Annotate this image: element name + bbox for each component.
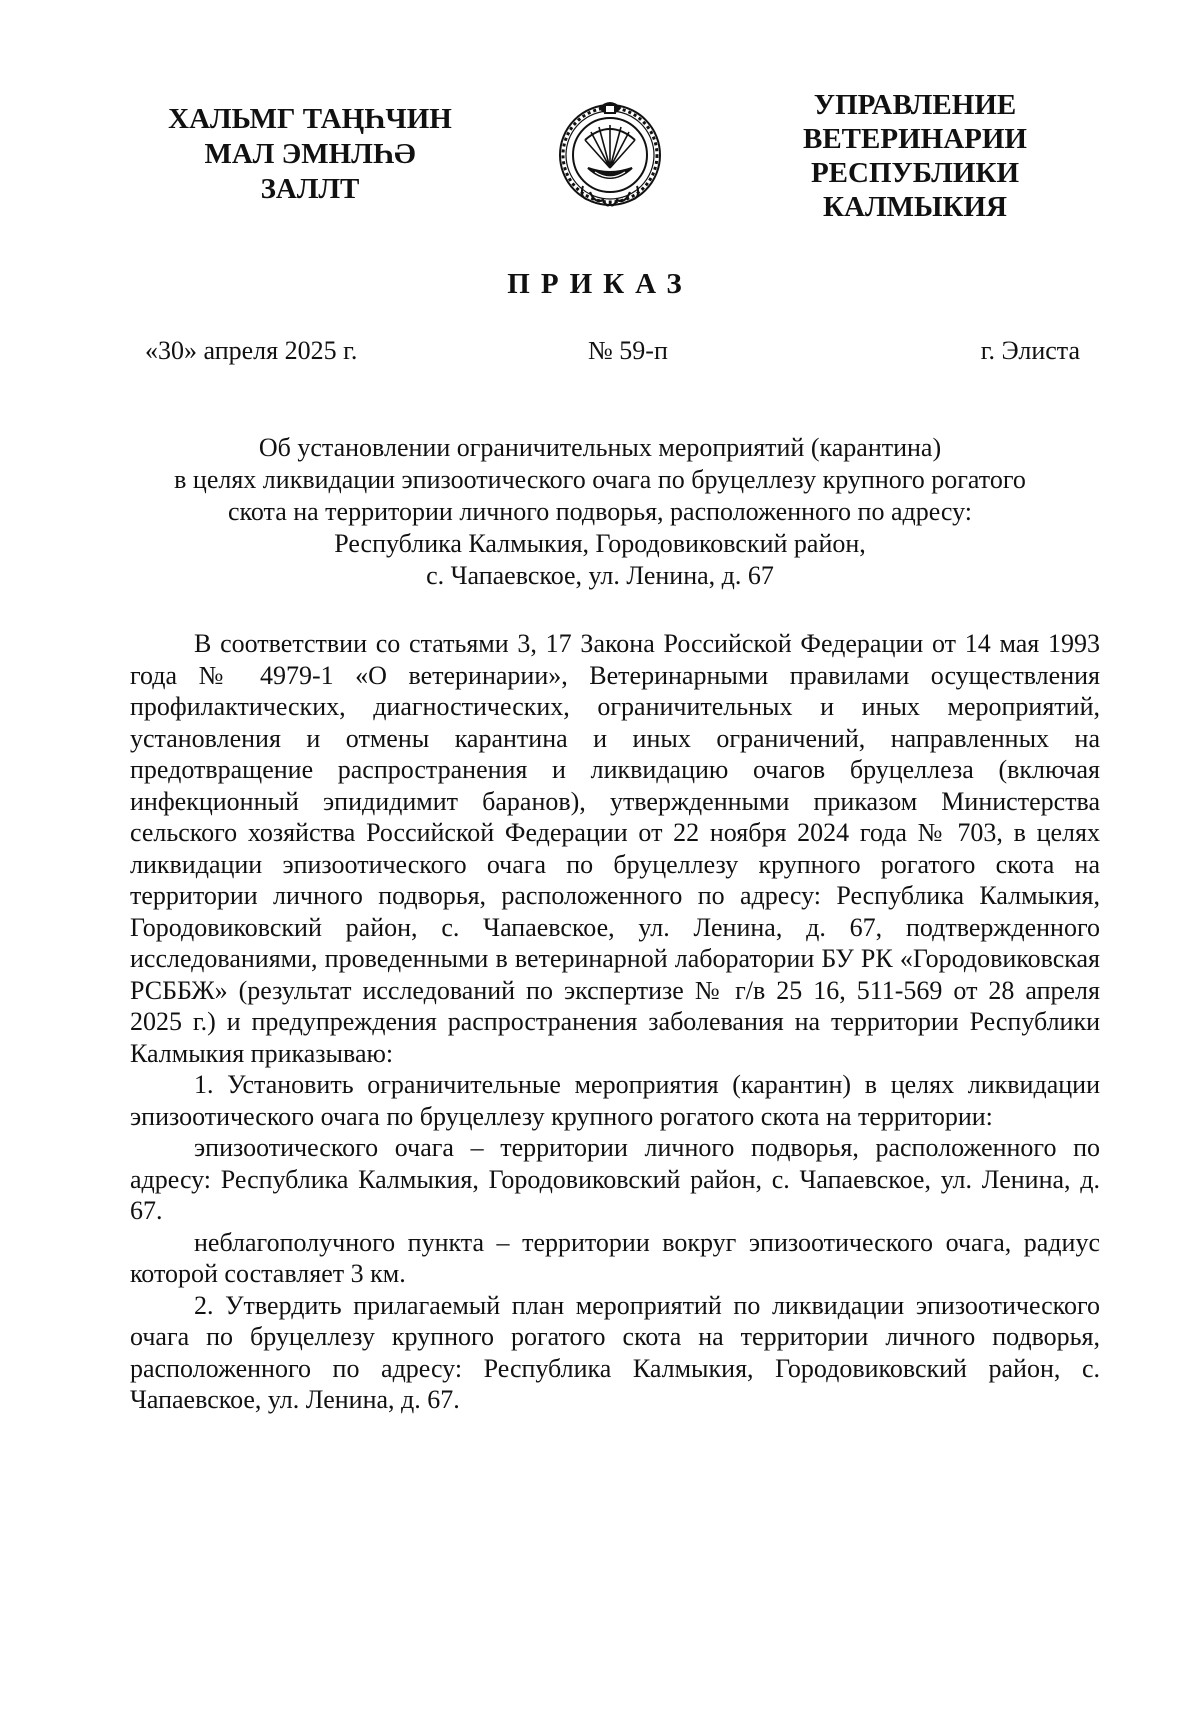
subject-line: Об установлении ограничительных мероприятий (карантина): [258, 433, 942, 462]
item-2-paragraph: 2. Утвердить прилагаемый план мероприятий по ликвидации эпизоотического очага по бруцеллезу крупного рогатого скота на территории личного подворья, расположенного по адресу: Республика Калмыкия, Городовиковский район, с. Чапаевское, ул. Ленина, д. 67.: [130, 1290, 1100, 1414]
emblem-icon: [555, 100, 665, 215]
order-body: [130, 628, 1100, 1416]
preamble-paragraph: В соответствии со статьями 3, 17 Закона Российской Федерации от 14 мая 1993 года № 4979-1 «О ветеринарии», Ветеринарными правилами осуществления профилактических, диагностических, ограничительных и иных мероприятий, установления и отмены карантина и иных ограничений, направленных на предотвращение распространения и ликвидацию очагов бруцеллеза (включая инфекционный эпидидимит баранов), утвержденными приказом Министерства сельского хозяйства Российской Федерации от 22 ноября 2024 года № 703, в целях ликвидации эпизоотического очага по бруцеллезу крупного рогатого скота на территории личного подворья, расположенного по адресу: Республика Калмыкия, Городовиковский район, с. Чапаевское, ул. Ленина, д. 67, подтвержденного исследованиями, проведенными в ветеринарной лаборатории БУ РК «Городовиковская РСББЖ» (результат исследований по экспертизе № г/в 25 16, 511-569 от 28 апреля 2025 г.) и предупреждения распространения заболевания на территории Республики Калмыкия приказываю:: [130, 629, 1100, 1068]
item-1-area-paragraph: неблагополучного пункта – территории вокруг эпизоотического очага, радиус которой составляет 3 км.: [130, 1227, 1100, 1288]
document-title: ПРИКАЗ: [507, 268, 693, 300]
item-1-paragraph: 1. Установить ограничительные мероприятия (карантин) в целях ликвидации эпизоотического очага по бруцеллезу крупного рогатого скота на территории:: [130, 1070, 1100, 1131]
subject-line: в целях ликвидации эпизоотического очага по бруцеллезу крупного рогатого: [174, 465, 1026, 494]
order-city: г. Элиста: [980, 336, 1080, 365]
org-name-kalmyk: ХАЛЬМГ ТАҢҺЧИН МАЛ ЭМНЛҺӘ ЗАЛЛТ: [168, 103, 452, 205]
subject-line: Республика Калмыкия, Городовиковский район,: [334, 529, 866, 558]
order-date: «30» апреля 2025 г.: [145, 336, 358, 365]
order-subject: [110, 432, 1090, 592]
item-1-outbreak-paragraph: эпизоотического очага – территории личного подворья, расположенного по адресу: Республика Калмыкия, Городовиковский район, с. Чапаевское, ул. Ленина, д. 67.: [130, 1133, 1100, 1225]
order-number: № 59-п: [588, 336, 668, 365]
subject-line: скота на территории личного подворья, расположенного по адресу:: [228, 497, 972, 526]
org-name-russian: УПРАВЛЕНИЕ ВЕТЕРИНАРИИ РЕСПУБЛИКИ КАЛМЫКИЯ: [803, 89, 1027, 223]
subject-line: с. Чапаевское, ул. Ленина, д. 67: [426, 561, 774, 590]
